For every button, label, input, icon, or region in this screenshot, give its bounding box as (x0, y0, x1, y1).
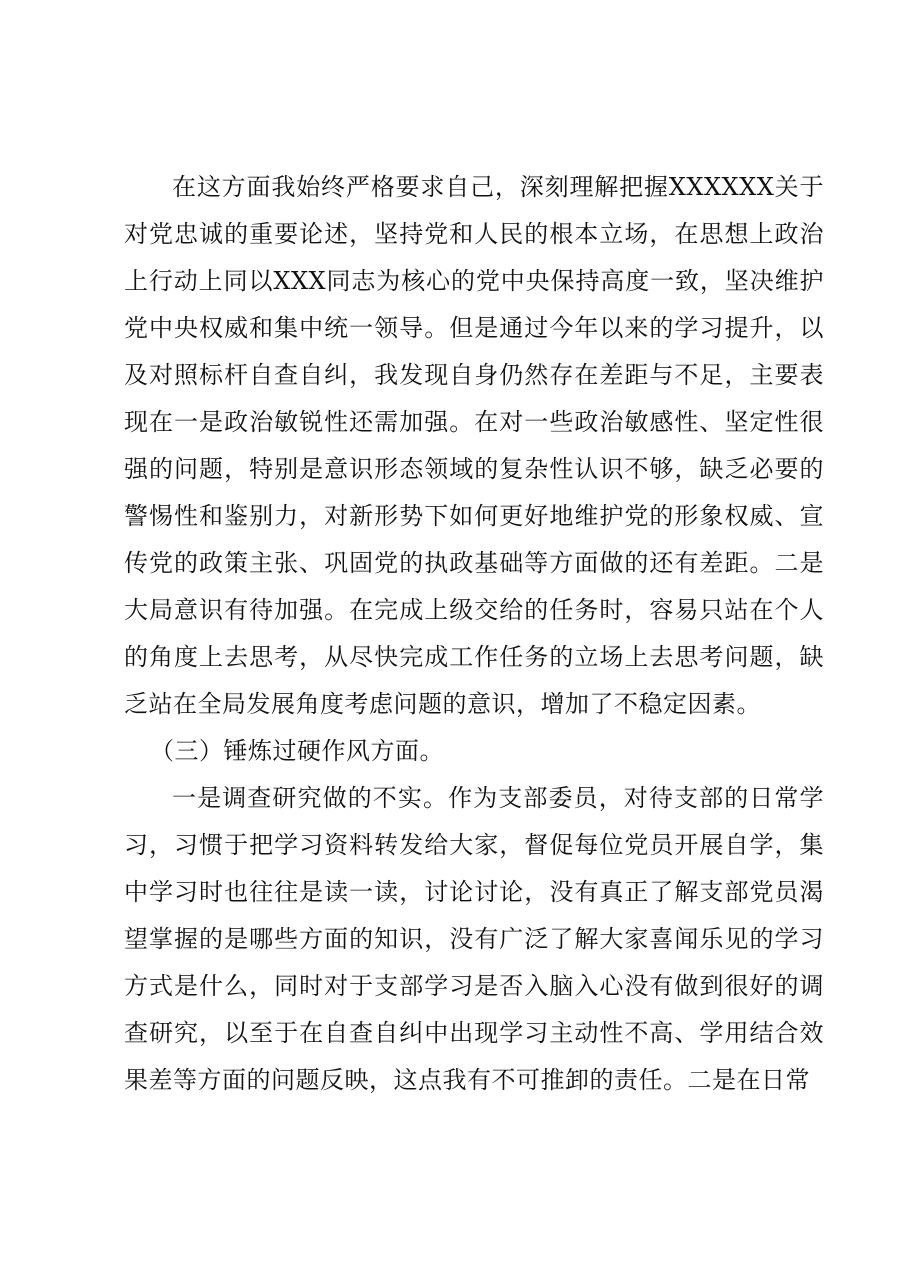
paragraph-political-loyalty: 在这方面我始终严格要求自己，深刻理解把握XXXXXX关于对党忠诚的重要论述，坚持党和人民的根本立场，在思想上政治上行动上同以XXX同志为核心的党中央保持高度一致，坚决维护党中央权威和集中统一领导。但是通过今年以来的学习提升，以及对照标杆自查自纠，我发现自身仍然存在差距与不足，主要表现在一是政治敏锐性还需加强。在对一些政治敏感性、坚定性很强的问题，特别是意识形态领域的复杂性认识不够，缺乏必要的警惕性和鉴别力，对新形势下如何更好地维护党的形象权威、宣传党的政策主张、巩固党的执政基础等方面做的还有差距。二是大局意识有待加强。在完成上级交给的任务时，容易只站在个人的角度上去思考，从尽快完成工作任务的立场上去思考问题，缺乏站在全局发展角度考虑问题的意识，增加了不稳定因素。 (124, 173, 824, 718)
section-heading-work-style: （三）锤炼过硬作风方面。 (150, 737, 444, 765)
paragraph-investigation-research: 一是调查研究做的不实。作为支部委员，对待支部的日常学习，习惯于把学习资料转发给大家，督促每位党员开展自学，集中学习时也往往是读一读，讨论讨论，没有真正了解支部党员渴望掌握的是哪些方面的知识，没有广泛了解大家喜闻乐见的学习方式是什么，同时对于支部学习是否入脑入心没有做到很好的调查研究，以至于在自查自纠中出现学习主动性不高、学用结合效果差等方面的问题反映，这点我有不可推卸的责任。二是在日常 (124, 784, 824, 1094)
document-body (124, 164, 824, 1104)
